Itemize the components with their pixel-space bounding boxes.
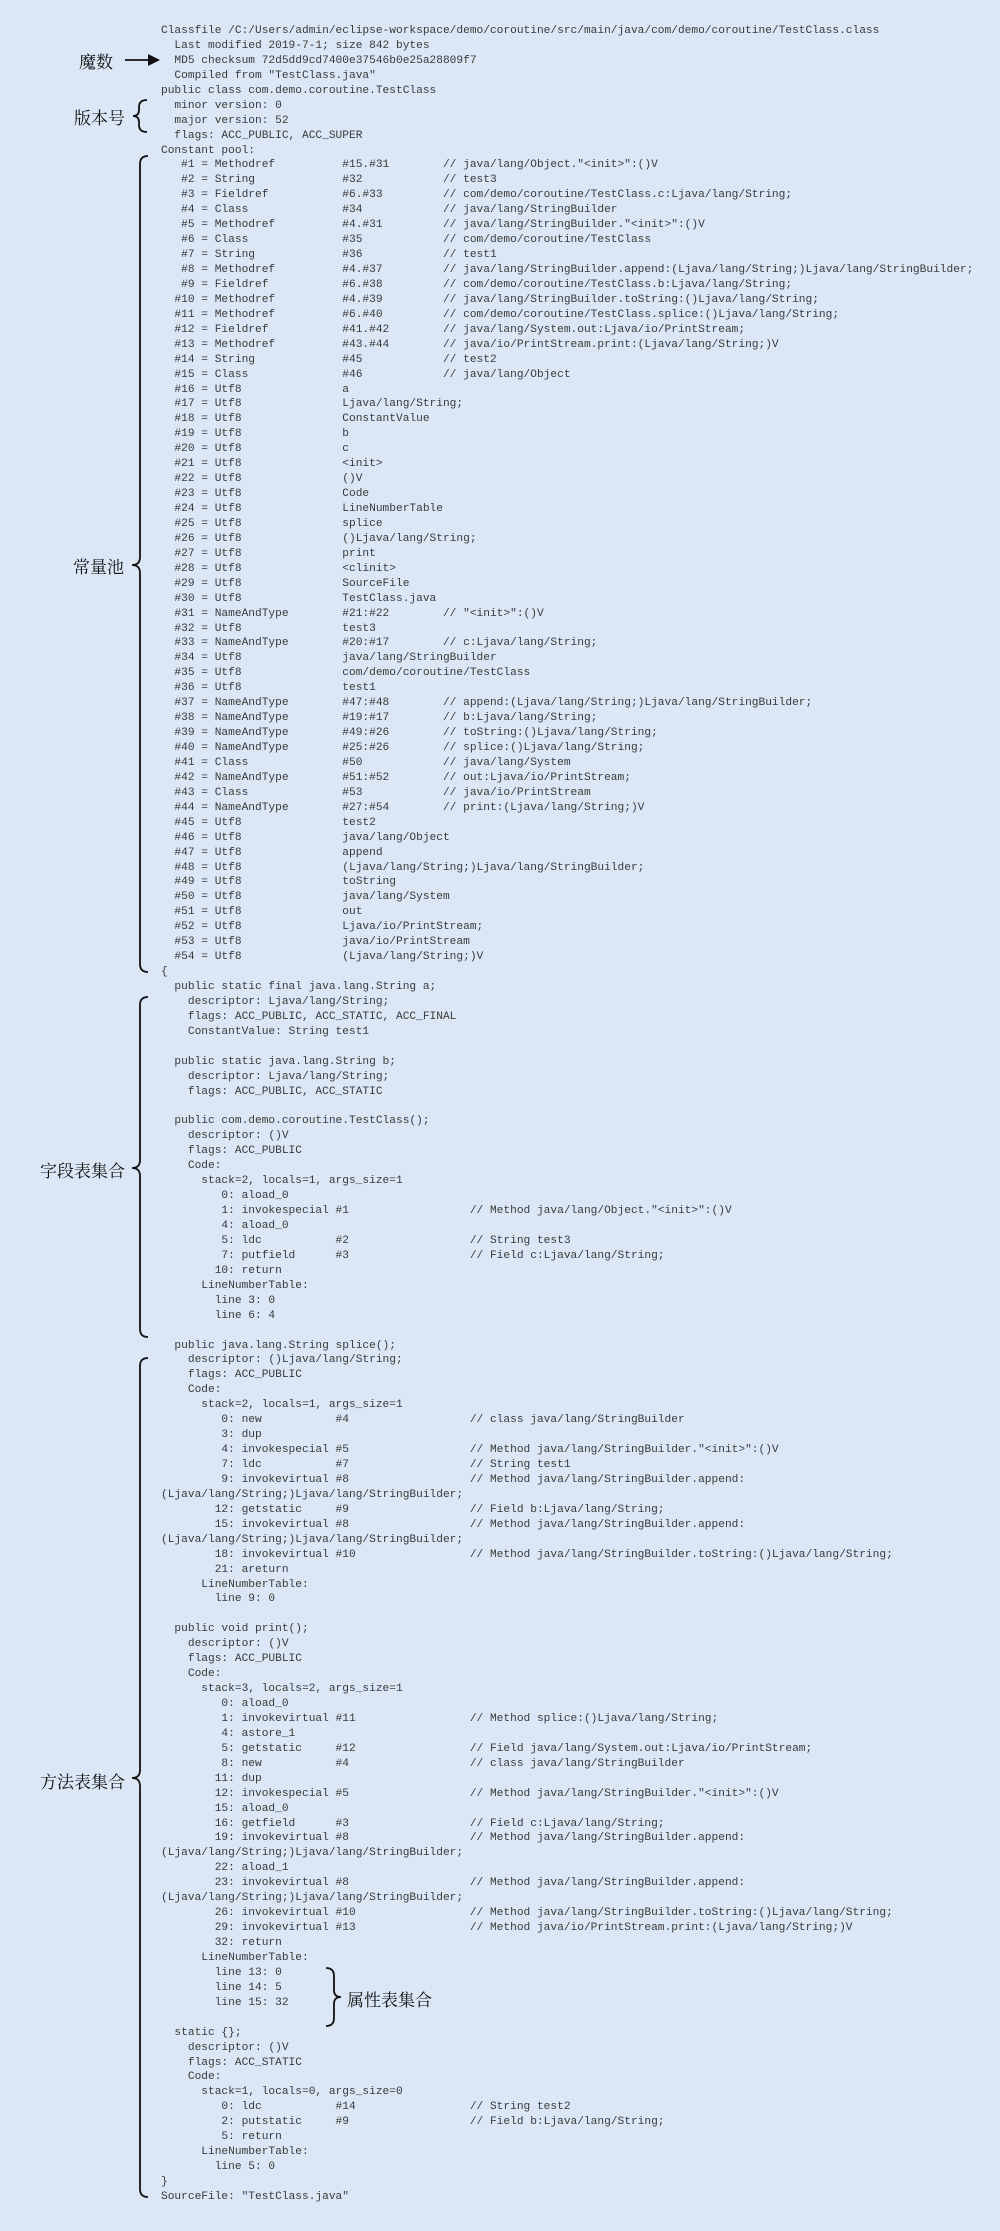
- code-line: #5 = Methodref #4.#31 // java/lang/StringBuilder."<init>":()V: [161, 219, 705, 232]
- code-line: #47 = Utf8 append: [161, 846, 383, 859]
- code-line: 0: ldc #14 // String test2: [161, 2101, 571, 2114]
- code-line: [161, 1324, 973, 1339]
- code-line: #16 = Utf8 a: [161, 383, 349, 396]
- code-line: #4 = Class #34 // java/lang/StringBuilder: [161, 204, 618, 217]
- code-line: (Ljava/lang/String;)Ljava/lang/StringBuilder;: [161, 1892, 464, 1905]
- code-line: #2 = String #32 // test3: [161, 174, 497, 187]
- code-line: 32: return: [161, 1937, 282, 1949]
- code-line: 4: aload_0: [161, 1220, 289, 1232]
- code-line: }: [161, 2176, 168, 2188]
- code-line: [161, 1100, 973, 1115]
- code-line: #33 = NameAndType #20:#17 // c:Ljava/lang/String;: [161, 637, 598, 650]
- code-line: #17 = Utf8 Ljava/lang/String;: [161, 398, 464, 411]
- code-line: flags: ACC_PUBLIC: [161, 1369, 302, 1382]
- code-line: Code:: [161, 1668, 222, 1681]
- code-line: #25 = Utf8 splice: [161, 517, 383, 530]
- code-line: descriptor: ()Ljava/lang/String;: [161, 1354, 403, 1367]
- code-line: flags: ACC_PUBLIC, ACC_STATIC: [161, 1085, 383, 1098]
- code-line: LineNumberTable:: [161, 1578, 309, 1591]
- code-line: #20 = Utf8 c: [161, 443, 349, 456]
- code-line: LineNumberTable:: [161, 1951, 309, 1964]
- constant-pool-bracket: [132, 156, 148, 972]
- code-line: public void print();: [161, 1623, 309, 1636]
- code-line: #46 = Utf8 java/lang/Object: [161, 831, 450, 844]
- code-line: 5: getstatic #12 // Field java/lang/System.out:Ljava/io/PrintStream;: [161, 1742, 813, 1755]
- code-line: #44 = NameAndType #27:#54 // print:(Ljava/lang/String;)V: [161, 801, 645, 814]
- code-line: stack=1, locals=0, args_size=0: [161, 2086, 403, 2099]
- code-line: stack=3, locals=2, args_size=1: [161, 1683, 403, 1696]
- code-line: 4: astore_1: [161, 1727, 296, 1740]
- code-line: #50 = Utf8 java/lang/System: [161, 891, 450, 904]
- code-line: 12: invokespecial #5 // Method java/lang/StringBuilder."<init>":()V: [161, 1787, 779, 1800]
- code-line: public class com.demo.coroutine.TestClass: [161, 84, 437, 97]
- code-line: public java.lang.String splice();: [161, 1339, 396, 1352]
- code-line: #38 = NameAndType #19:#17 // b:Ljava/lang/String;: [161, 712, 598, 725]
- constant-pool-label: 常量池: [73, 558, 124, 578]
- code-line: 12: getstatic #9 // Field b:Ljava/lang/String;: [161, 1503, 665, 1516]
- code-line: [161, 1607, 973, 1622]
- code-line: major version: 52: [161, 114, 289, 127]
- code-line: line 13: 0: [161, 1966, 282, 1979]
- code-line: 22: aload_1: [161, 1862, 289, 1875]
- code-line: 7: putfield #3 // Field c:Ljava/lang/String;: [161, 1249, 665, 1262]
- code-line: LineNumberTable:: [161, 2146, 309, 2159]
- code-line: stack=2, locals=1, args_size=1: [161, 1399, 403, 1412]
- code-line: #40 = NameAndType #25:#26 // splice:()Ljava/lang/String;: [161, 742, 645, 754]
- code-line: #7 = String #36 // test1: [161, 249, 497, 262]
- code-line: public com.demo.coroutine.TestClass();: [161, 1115, 430, 1128]
- code-line: Classfile /C:/Users/admin/eclipse-workspace/demo/coroutine/src/main/java/com/demo/coroutine/TestClass.class: [161, 25, 880, 37]
- code-line: #42 = NameAndType #51:#52 // out:Ljava/io/PrintStream;: [161, 771, 631, 784]
- code-line: flags: ACC_PUBLIC, ACC_STATIC, ACC_FINAL: [161, 1010, 457, 1023]
- code-line: #21 = Utf8 <init>: [161, 458, 383, 471]
- code-line: 5: return: [161, 2131, 282, 2144]
- code-line: 10: return: [161, 1264, 282, 1277]
- code-line: #31 = NameAndType #21:#22 // "<init>":()V: [161, 607, 544, 620]
- code-line: 23: invokevirtual #8 // Method java/lang/StringBuilder.append:: [161, 1877, 746, 1890]
- code-line: Compiled from "TestClass.java": [161, 69, 376, 82]
- code-line: #53 = Utf8 java/io/PrintStream: [161, 936, 470, 949]
- attributes-label: 属性表集合: [347, 1991, 432, 2011]
- code-line: [161, 1040, 973, 1055]
- code-line: 0: new #4 // class java/lang/StringBuilder: [161, 1414, 685, 1427]
- code-line: 21: areturn: [161, 1563, 289, 1576]
- code-line: minor version: 0: [161, 99, 282, 112]
- code-line: #34 = Utf8 java/lang/StringBuilder: [161, 652, 497, 665]
- code-line: Code:: [161, 1160, 222, 1173]
- magic-label: 魔数: [79, 53, 113, 73]
- code-line: public static java.lang.String b;: [161, 1055, 396, 1068]
- code-line: 4: invokespecial #5 // Method java/lang/StringBuilder."<init>":()V: [161, 1444, 779, 1457]
- fields-bracket: [132, 997, 148, 1337]
- code-line: 19: invokevirtual #8 // Method java/lang/StringBuilder.append:: [161, 1832, 746, 1845]
- code-line: 0: aload_0: [161, 1190, 289, 1203]
- code-line: [161, 2011, 973, 2026]
- code-line: #12 = Fieldref #41.#42 // java/lang/System.out:Ljava/io/PrintStream;: [161, 323, 746, 336]
- code-line: line 9: 0: [161, 1593, 276, 1606]
- code-line: #28 = Utf8 <clinit>: [161, 562, 396, 575]
- version-label: 版本号: [74, 109, 125, 129]
- code-line: 16: getfield #3 // Field c:Ljava/lang/String;: [161, 1817, 665, 1830]
- code-line: (Ljava/lang/String;)Ljava/lang/StringBuilder;: [161, 1533, 464, 1546]
- code-line: flags: ACC_PUBLIC: [161, 1653, 302, 1666]
- code-line: #11 = Methodref #6.#40 // com/demo/coroutine/TestClass.splice:()Ljava/lang/String;: [161, 308, 840, 321]
- code-line: #3 = Fieldref #6.#33 // com/demo/coroutine/TestClass.c:Ljava/lang/String;: [161, 189, 793, 202]
- code-line: flags: ACC_STATIC: [161, 2056, 302, 2069]
- javap-output: [161, 24, 973, 2205]
- code-line: #30 = Utf8 TestClass.java: [161, 592, 437, 605]
- code-line: #54 = Utf8 (Ljava/lang/String;)V: [161, 951, 484, 964]
- code-line: 2: putstatic #9 // Field b:Ljava/lang/String;: [161, 2116, 665, 2129]
- code-line: line 6: 4: [161, 1309, 276, 1322]
- code-line: #23 = Utf8 Code: [161, 488, 370, 501]
- code-line: #49 = Utf8 toString: [161, 876, 396, 889]
- code-line: 15: aload_0: [161, 1802, 289, 1815]
- code-line: #19 = Utf8 b: [161, 428, 349, 441]
- code-line: #51 = Utf8 out: [161, 906, 363, 919]
- code-line: Constant pool:: [161, 144, 255, 157]
- code-line: Code:: [161, 1384, 222, 1397]
- code-line: public static final java.lang.String a;: [161, 981, 437, 993]
- code-line: #27 = Utf8 print: [161, 547, 376, 560]
- code-line: descriptor: Ljava/lang/String;: [161, 1070, 390, 1083]
- code-line: #48 = Utf8 (Ljava/lang/String;)Ljava/lang/StringBuilder;: [161, 861, 645, 874]
- code-line: line 5: 0: [161, 2161, 276, 2174]
- code-line: #8 = Methodref #4.#37 // java/lang/StringBuilder.append:(Ljava/lang/String;)Ljava/lang/StringBuilder;: [161, 264, 974, 276]
- code-line: 7: ldc #7 // String test1: [161, 1459, 571, 1471]
- code-line: #36 = Utf8 test1: [161, 682, 376, 695]
- code-line: 11: dup: [161, 1772, 262, 1785]
- code-line: {: [161, 966, 168, 979]
- code-line: line 14: 5: [161, 1981, 282, 1994]
- code-line: static {};: [161, 2026, 242, 2039]
- code-line: #9 = Fieldref #6.#38 // com/demo/coroutine/TestClass.b:Ljava/lang/String;: [161, 278, 793, 291]
- code-line: descriptor: Ljava/lang/String;: [161, 995, 390, 1008]
- code-line: 26: invokevirtual #10 // Method java/lang/StringBuilder.toString:()Ljava/lang/String;: [161, 1907, 893, 1920]
- code-line: #35 = Utf8 com/demo/coroutine/TestClass: [161, 667, 531, 680]
- code-line: #26 = Utf8 ()Ljava/lang/String;: [161, 532, 477, 545]
- code-line: 29: invokevirtual #13 // Method java/io/PrintStream.print:(Ljava/lang/String;)V: [161, 1922, 853, 1935]
- code-line: Code:: [161, 2071, 222, 2084]
- code-line: #43 = Class #53 // java/io/PrintStream: [161, 786, 591, 799]
- code-line: flags: ACC_PUBLIC, ACC_SUPER: [161, 129, 363, 142]
- code-line: #18 = Utf8 ConstantValue: [161, 413, 430, 426]
- code-line: #37 = NameAndType #47:#48 // append:(Ljava/lang/String;)Ljava/lang/StringBuilder;: [161, 697, 813, 710]
- code-line: #22 = Utf8 ()V: [161, 473, 363, 486]
- methods-label: 方法表集合: [40, 1773, 125, 1793]
- methods-bracket: [132, 1358, 148, 2197]
- code-line: MD5 checksum 72d5dd9cd7400e37546b0e25a28809f7: [161, 54, 477, 67]
- code-line: 1: invokespecial #1 // Method java/lang/Object."<init>":()V: [161, 1205, 732, 1218]
- code-line: line 15: 32: [161, 1996, 289, 2009]
- code-line: descriptor: ()V: [161, 2041, 289, 2054]
- code-line: LineNumberTable:: [161, 1279, 309, 1292]
- code-line: (Ljava/lang/String;)Ljava/lang/StringBuilder;: [161, 1847, 464, 1860]
- code-line: 15: invokevirtual #8 // Method java/lang/StringBuilder.append:: [161, 1518, 746, 1531]
- code-line: #14 = String #45 // test2: [161, 353, 497, 366]
- code-line: 5: ldc #2 // String test3: [161, 1234, 571, 1247]
- code-line: #15 = Class #46 // java/lang/Object: [161, 368, 571, 381]
- code-line: #32 = Utf8 test3: [161, 622, 376, 635]
- code-line: #10 = Methodref #4.#39 // java/lang/StringBuilder.toString:()Ljava/lang/String;: [161, 293, 819, 306]
- code-line: descriptor: ()V: [161, 1638, 289, 1651]
- magic-arrow-head: [148, 54, 160, 66]
- code-line: 8: new #4 // class java/lang/StringBuilder: [161, 1757, 685, 1770]
- code-line: #29 = Utf8 SourceFile: [161, 577, 410, 590]
- code-line: SourceFile: "TestClass.java": [161, 2190, 349, 2203]
- code-line: flags: ACC_PUBLIC: [161, 1145, 302, 1158]
- code-line: #24 = Utf8 LineNumberTable: [161, 503, 443, 515]
- code-line: #1 = Methodref #15.#31 // java/lang/Object."<init>":()V: [161, 159, 658, 172]
- code-line: line 3: 0: [161, 1294, 276, 1307]
- fields-label: 字段表集合: [40, 1162, 125, 1182]
- code-line: #45 = Utf8 test2: [161, 816, 376, 829]
- code-line: ConstantValue: String test1: [161, 1025, 370, 1038]
- code-line: #6 = Class #35 // com/demo/coroutine/TestClass: [161, 234, 652, 247]
- code-line: (Ljava/lang/String;)Ljava/lang/StringBuilder;: [161, 1488, 464, 1501]
- code-line: descriptor: ()V: [161, 1130, 289, 1143]
- code-line: stack=2, locals=1, args_size=1: [161, 1175, 403, 1188]
- code-line: #52 = Utf8 Ljava/io/PrintStream;: [161, 921, 484, 934]
- code-line: #13 = Methodref #43.#44 // java/io/PrintStream.print:(Ljava/lang/String;)V: [161, 338, 779, 351]
- code-line: 9: invokevirtual #8 // Method java/lang/StringBuilder.append:: [161, 1473, 746, 1486]
- version-bracket: [133, 100, 147, 132]
- code-line: #39 = NameAndType #49:#26 // toString:()Ljava/lang/String;: [161, 727, 658, 740]
- code-line: 1: invokevirtual #11 // Method splice:()Ljava/lang/String;: [161, 1712, 719, 1725]
- code-line: 18: invokevirtual #10 // Method java/lang/StringBuilder.toString:()Ljava/lang/String;: [161, 1548, 893, 1561]
- code-line: 0: aload_0: [161, 1698, 289, 1710]
- code-line: Last modified 2019-7-1; size 842 bytes: [161, 39, 430, 52]
- code-line: #41 = Class #50 // java/lang/System: [161, 756, 571, 769]
- code-line: 3: dup: [161, 1429, 262, 1442]
